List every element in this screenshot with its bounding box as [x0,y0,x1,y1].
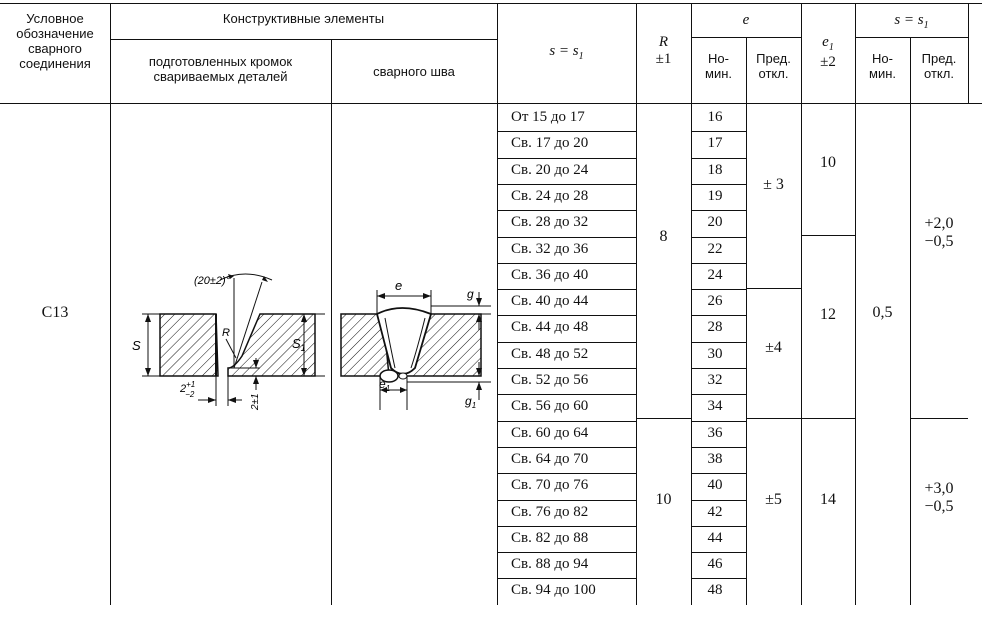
header-e1: $e_1$ ±2 [820,34,836,70]
row-divider [497,342,636,343]
e1-value-1: 10 [820,154,836,171]
e-nominal-cell: 19 [707,187,723,204]
e-nominal-cell: 42 [707,503,723,520]
row-divider [691,473,746,474]
s1-label: $S_1$ [292,336,306,353]
range-cell: Св. 60 до 64 [511,424,589,441]
row-divider [497,526,636,527]
range-cell: Св. 76 до 82 [511,503,589,520]
g1-label: $g_1$ [465,394,477,410]
range-cell: Св. 32 до 36 [511,240,589,257]
row-divider [691,500,746,501]
header-weld: сварного шва [373,64,455,79]
row-divider [691,158,746,159]
row-divider [497,263,636,264]
row-divider [691,342,746,343]
header-R: R ±1 [655,34,672,68]
header-constructive-elements: Конструктивные элементы [222,11,385,26]
R-value-1: 8 [659,228,668,245]
e-dev-2: ±4 [765,339,782,356]
row-divider [497,500,636,501]
e-nominal-cell: 30 [707,345,723,362]
e-nominal-cell: 44 [707,529,723,546]
header-g-dev: Пред. откл. [921,51,957,81]
range-cell: Св. 36 до 40 [511,266,589,283]
header-s: $s = s_1$ [549,43,584,62]
row-divider [691,368,746,369]
e-nominal-cell: 20 [707,214,723,231]
row-divider [691,263,746,264]
e-dev-3: ±5 [765,491,782,508]
e-nominal-cell: 18 [707,161,723,178]
e1-value-3: 14 [820,491,836,508]
e1-label: $e_1$ [379,377,391,393]
header-e: e [742,12,750,28]
row-divider [691,447,746,448]
edge-preparation-drawing [110,240,331,420]
angle-label: (20±2)° [194,275,231,287]
g-nominal: 0,5 [872,304,893,321]
range-cell: Св. 24 до 28 [511,187,589,204]
row-divider [691,210,746,211]
range-cell: Св. 48 до 52 [511,345,589,362]
row-divider [497,184,636,185]
e1-value-2: 12 [820,306,836,323]
row-divider [691,237,746,238]
row-divider [497,131,636,132]
row-divider [497,447,636,448]
range-cell: Св. 64 до 70 [511,450,589,467]
header-prepared-edges: подготовленных кромок свариваемых деталей [148,54,293,84]
header-e-dev: Пред. откл. [756,51,791,81]
e-nominal-cell: 36 [707,424,723,441]
R-label: R [222,327,230,339]
row-divider [497,210,636,211]
range-cell: Св. 28 до 32 [511,214,589,231]
R-value-2: 10 [655,491,672,508]
header-g-nom: Но- мин. [869,51,896,81]
s-label: S [132,338,141,353]
row-divider [497,578,636,579]
row-divider [691,184,746,185]
range-cell: Св. 52 до 56 [511,372,589,388]
g-label: g [467,287,474,301]
row-divider [497,394,636,395]
row-divider [691,131,746,132]
row-divider [691,289,746,290]
e-nominal-cell: 38 [707,450,723,467]
row-divider [497,158,636,159]
row-divider [497,473,636,474]
header-designation: Условное обозначение сварного соединения [16,11,94,71]
e-nominal-cell: 46 [707,556,723,573]
e-dev-1: ± 3 [763,176,784,193]
row-divider [497,237,636,238]
range-cell: Св. 17 до 20 [511,135,589,152]
row-divider [497,289,636,290]
g-dev-1: +2,0 −0,5 [924,215,954,251]
range-cell: Св. 70 до 76 [511,477,589,494]
e-nominal-cell: 26 [707,293,723,310]
row-divider [691,578,746,579]
row-divider [691,552,746,553]
e-nominal-cell: 40 [707,477,723,494]
e-nominal-cell: 16 [707,109,723,125]
e-nominal-cell: 34 [707,398,723,415]
row-divider [497,315,636,316]
range-cell: Св. 88 до 94 [511,556,589,573]
e-nominal-cell: 48 [707,582,723,599]
weld-drawing [331,240,497,420]
e-nominal-cell: 24 [707,266,723,283]
gap-label: $2^{+1} -2$ [180,380,196,399]
row-divider [691,526,746,527]
g-dev-2: +3,0 −0,5 [924,480,954,516]
range-cell: Св. 20 до 24 [511,161,589,178]
e-nominal-cell: 17 [707,135,723,152]
row-divider [691,315,746,316]
range-cell: Св. 56 до 60 [511,398,589,415]
range-cell: Св. 82 до 88 [511,529,589,546]
header-g: $s = s_1$ [894,12,929,31]
range-cell: Св. 40 до 44 [511,293,589,310]
range-cell: От 15 до 17 [511,109,585,125]
e-nominal-cell: 32 [707,372,723,388]
e-nominal-cell: 22 [707,240,723,257]
e-nominal-cell: 28 [707,319,723,336]
row-divider [497,552,636,553]
e-label: e [395,278,403,293]
designation: С13 [41,304,69,321]
row-divider [691,421,746,422]
root-face-label: 2±1 [250,393,261,410]
range-cell: Св. 44 до 48 [511,319,589,336]
row-divider [691,394,746,395]
range-cell: Св. 94 до 100 [511,582,596,599]
row-divider [497,368,636,369]
header-e-nom: Но- мин. [705,51,732,81]
row-divider [497,421,636,422]
